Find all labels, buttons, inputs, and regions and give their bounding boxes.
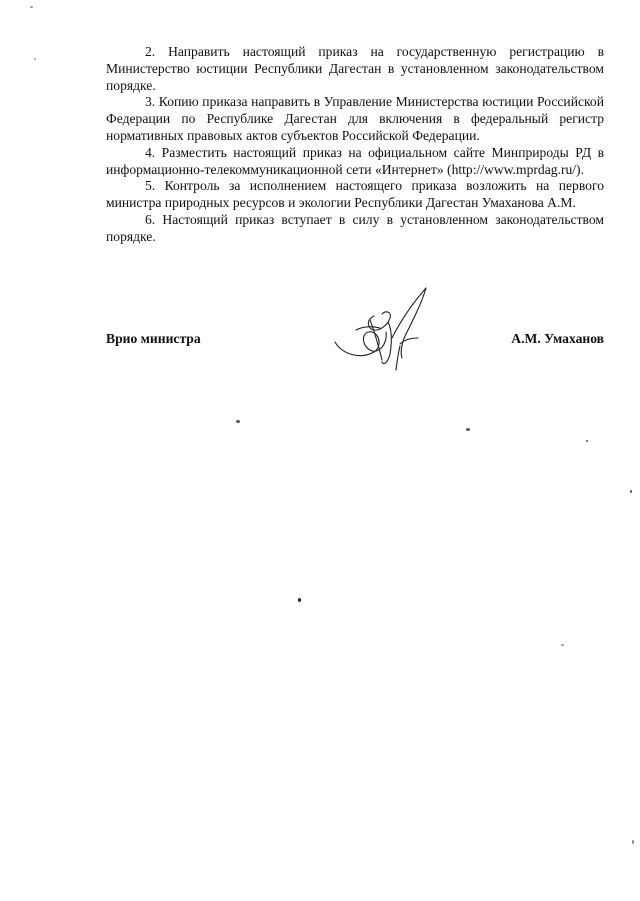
paragraph-4: 4. Разместить настоящий приказ на официальном сайте Минприроды РД в информационно-телекоммуникационной сети «Интернет» (http://www.mprdag.ru/). xyxy=(106,144,604,177)
signer-position: Врио министра xyxy=(106,331,201,346)
scan-speck xyxy=(466,428,470,431)
scan-speck xyxy=(632,840,634,844)
scan-speck xyxy=(586,440,588,442)
paragraph-6: 6. Настоящий приказ вступает в силу в установленном законодательством порядке. xyxy=(106,211,604,244)
paragraph-2: 2. Направить настоящий приказ на государственную регистрацию в Министерство юстиции Республики Дагестан в установленном законодательством порядке. xyxy=(106,44,604,93)
document-body xyxy=(106,44,604,246)
signature-block xyxy=(106,331,604,351)
scan-speck xyxy=(298,598,301,602)
handwritten-signature-icon xyxy=(330,282,440,377)
scan-speck xyxy=(561,644,564,646)
paragraph-3: 3. Копию приказа направить в Управление Министерства юстиции Российской Федерации по Республике Дагестан для включения в федеральный регистр нормативных правовых актов субъектов Российской Федерации. xyxy=(106,94,604,143)
paragraph-5: 5. Контроль за исполнением настоящего приказа возложить на первого министра природных ресурсов и экологии Республики Дагестан Умаханова А.М. xyxy=(106,178,604,211)
signer-name: А.М. Умаханов xyxy=(511,331,604,346)
scan-speck xyxy=(630,490,632,493)
scan-speck xyxy=(236,420,240,423)
scan-speck xyxy=(34,58,36,60)
scan-speck xyxy=(30,6,33,8)
